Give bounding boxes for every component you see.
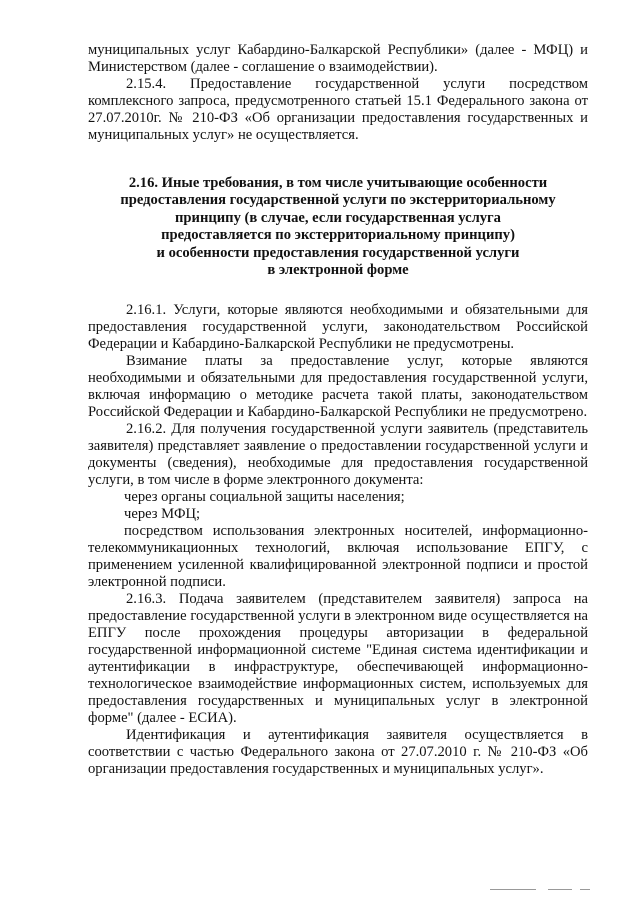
section-2-15-tail bbox=[88, 42, 588, 144]
paragraph-identification: Идентификация и аутентификация заявителя осуществляется в соответствии с частью Федерального закона от 27.07.2010 г. № 210-ФЗ «Об организации предоставления государственных и муниципальных услуг». bbox=[88, 727, 588, 778]
document-page bbox=[88, 42, 588, 778]
paragraph-fee: Взимание платы за предоставление услуг, которые являются необходимыми и обязательными для предоставления государственной услуги, включая информацию о методике расчета такой платы, законодательством Российской Федерации и Кабардино-Балкарской Республики не предусмотрено. bbox=[88, 353, 588, 421]
heading-line: 2.16. Иные требования, в том числе учитывающие особенности bbox=[128, 175, 548, 191]
heading-line: принципу (в случае, если государственная услуга bbox=[175, 209, 501, 226]
scan-mark bbox=[580, 889, 590, 890]
list-item: посредством использования электронных носителей, информационно-телекоммуникационных технологий, включая использование ЕПГУ, с применением усиленной квалифицированной электронной подписи и простой электронной подписи. bbox=[88, 523, 588, 591]
paragraph-2-16-3: 2.16.3. Подача заявителем (представителем заявителя) запроса на предоставление государственной услуги в электронном виде осуществляется на ЕПГУ после прохождения процедуры авторизации в федеральной государственной информационной системе "Единая система идентификации и аутентификации в инфраструктуре, обеспечивающей информационно-технологическое взаимодействие информационных систем, используемых для предоставления государственных и муниципальных услуг в электронной форме" (далее - ЕСИА). bbox=[88, 591, 588, 727]
paragraph-2-16-1: 2.16.1. Услуги, которые являются необходимыми и обязательными для предоставления государственной услуги, законодательством Российской Федерации и Кабардино-Балкарской Республики не предусмотрены. bbox=[88, 302, 588, 353]
paragraph: муниципальных услуг Кабардино-Балкарской Республики» (далее - МФЦ) и Министерством (далее - соглашение о взаимодействии). bbox=[88, 42, 588, 75]
section-2-16-body bbox=[88, 302, 588, 778]
paragraph-2-16-2: 2.16.2. Для получения государственной услуги заявитель (представитель заявителя) представляет заявление о предоставлении государственной услуги и документы (сведения), необходимые для предоставления государственной услуги, в том числе в форме электронного документа: bbox=[88, 421, 588, 489]
list-item: через органы социальной защиты населения; bbox=[124, 489, 405, 506]
scan-mark bbox=[548, 889, 572, 890]
scan-mark bbox=[490, 889, 536, 890]
heading-line: предоставляется по экстерриториальному принципу) bbox=[161, 227, 515, 244]
heading-line: в электронной форме bbox=[267, 262, 409, 279]
section-heading-2-16 bbox=[88, 175, 588, 279]
paragraph-2-15-4: 2.15.4. Предоставление государственной услуги посредством комплексного запроса, предусмотренного статьей 15.1 Федерального закона от 27.07.2010г. № 210-ФЗ «Об организации предоставления государственных и муниципальных услуг» не осуществляется. bbox=[88, 76, 588, 143]
heading-line: предоставления государственной услуги по экстерриториальному bbox=[120, 192, 556, 209]
list-item: через МФЦ; bbox=[124, 506, 201, 523]
heading-line: и особенности предоставления государственной услуги bbox=[156, 244, 520, 261]
footer-scan-marks bbox=[490, 889, 590, 895]
